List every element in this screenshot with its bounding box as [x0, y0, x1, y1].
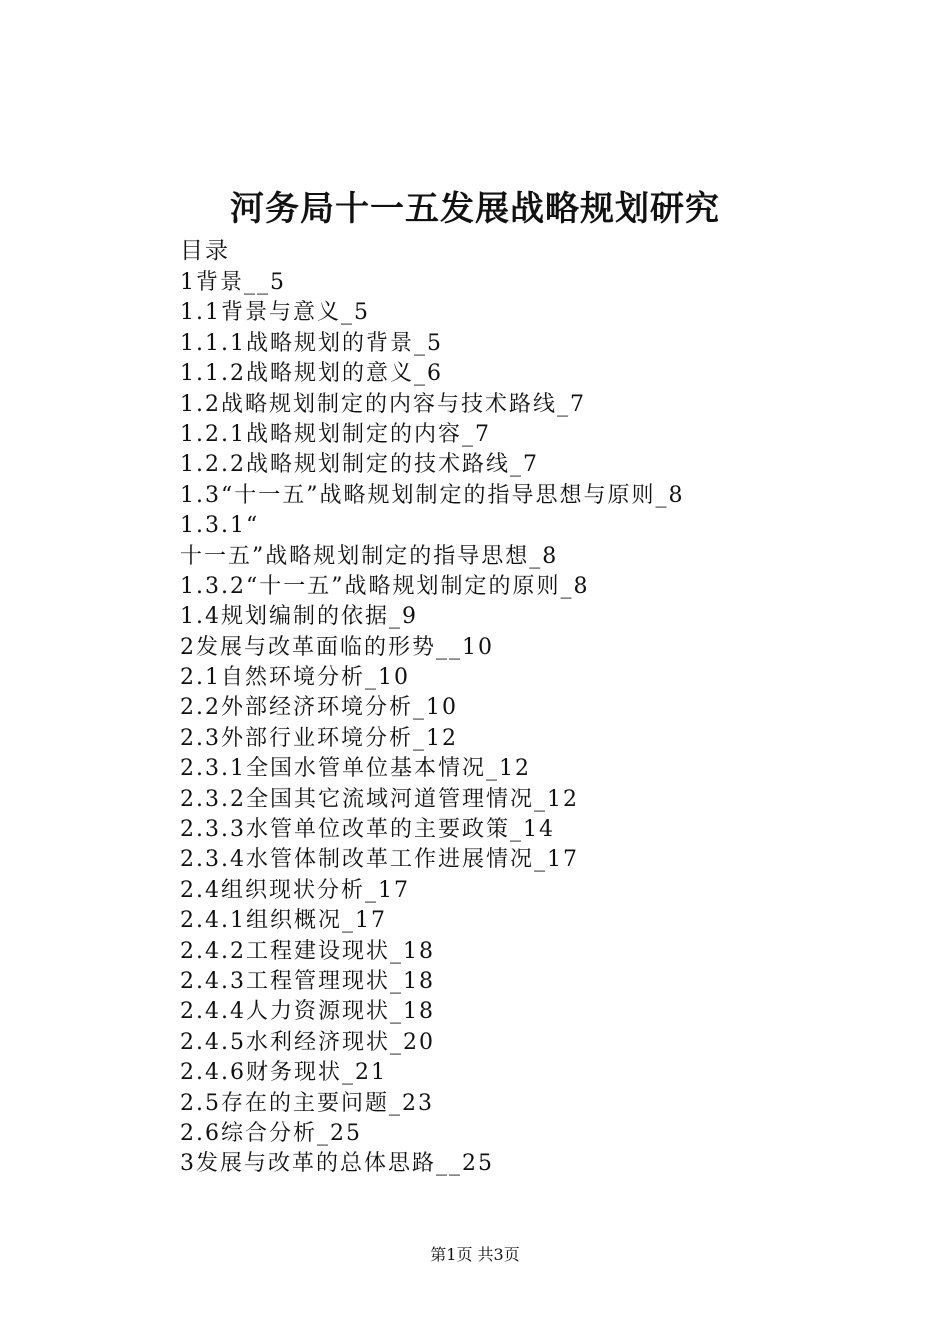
toc-entry: 1.3.2“十一五”战略规划制定的原则_8 — [180, 573, 590, 599]
toc-entry: 1.2战略规划制定的内容与技术路线_7 — [180, 391, 586, 417]
toc-entry: 1.2.1战略规划制定的内容_7 — [180, 421, 491, 447]
toc-entry: 2.2外部经济环境分析_10 — [180, 695, 458, 721]
toc-entry: 2.5存在的主要问题_23 — [180, 1090, 434, 1116]
toc-entry: 2.6综合分析_25 — [180, 1120, 362, 1146]
toc-entry: 2.4.4人力资源现状_18 — [180, 999, 435, 1025]
toc-heading: 目录 — [180, 238, 230, 264]
toc-entry: 2.4组织现状分析_17 — [180, 877, 410, 903]
toc-entry: 2.4.5水利经济现状_20 — [180, 1029, 435, 1055]
toc-entry: 1.4规划编制的依据_9 — [180, 604, 418, 630]
toc-entry: 1.3.1“ — [180, 513, 260, 539]
toc-entry: 3发展与改革的总体思路__25 — [180, 1151, 494, 1177]
toc-entry: 1.2.2战略规划制定的技术路线_7 — [180, 452, 539, 478]
toc-entry: 十一五”战略规划制定的指导思想_8 — [180, 543, 559, 569]
toc-entry: 2.4.2工程建设现状_18 — [180, 938, 435, 964]
table-of-contents — [180, 268, 800, 1180]
toc-entry: 2.3.1全国水管单位基本情况_12 — [180, 756, 531, 782]
toc-entry: 2.3.2全国其它流域河道管理情况_12 — [180, 786, 579, 812]
document-title: 河务局十一五发展战略规划研究 — [230, 189, 720, 229]
toc-entry: 2.4.1组织概况_17 — [180, 908, 387, 934]
toc-entry: 1.1背景与意义_5 — [180, 300, 370, 326]
toc-entry: 2发展与改革面临的形势__10 — [180, 634, 494, 660]
toc-entry: 1.3“十一五”战略规划制定的指导思想与原则_8 — [180, 482, 685, 508]
toc-entry: 2.3外部行业环境分析_12 — [180, 725, 458, 751]
toc-entry: 2.4.3工程管理现状_18 — [180, 968, 435, 994]
toc-entry: 2.3.3水管单位改革的主要政策_14 — [180, 817, 555, 843]
toc-entry: 1背景__5 — [180, 270, 286, 295]
toc-entry: 2.4.6财务现状_21 — [180, 1060, 387, 1086]
page-footer: 第1页 共3页 — [430, 1245, 520, 1264]
toc-entry: 1.1.2战略规划的意义_6 — [180, 361, 443, 387]
toc-entry: 1.1.1战略规划的背景_5 — [180, 330, 443, 356]
toc-entry: 2.1自然环境分析_10 — [180, 665, 410, 691]
toc-entry: 2.3.4水管体制改革工作进展情况_17 — [180, 847, 579, 873]
